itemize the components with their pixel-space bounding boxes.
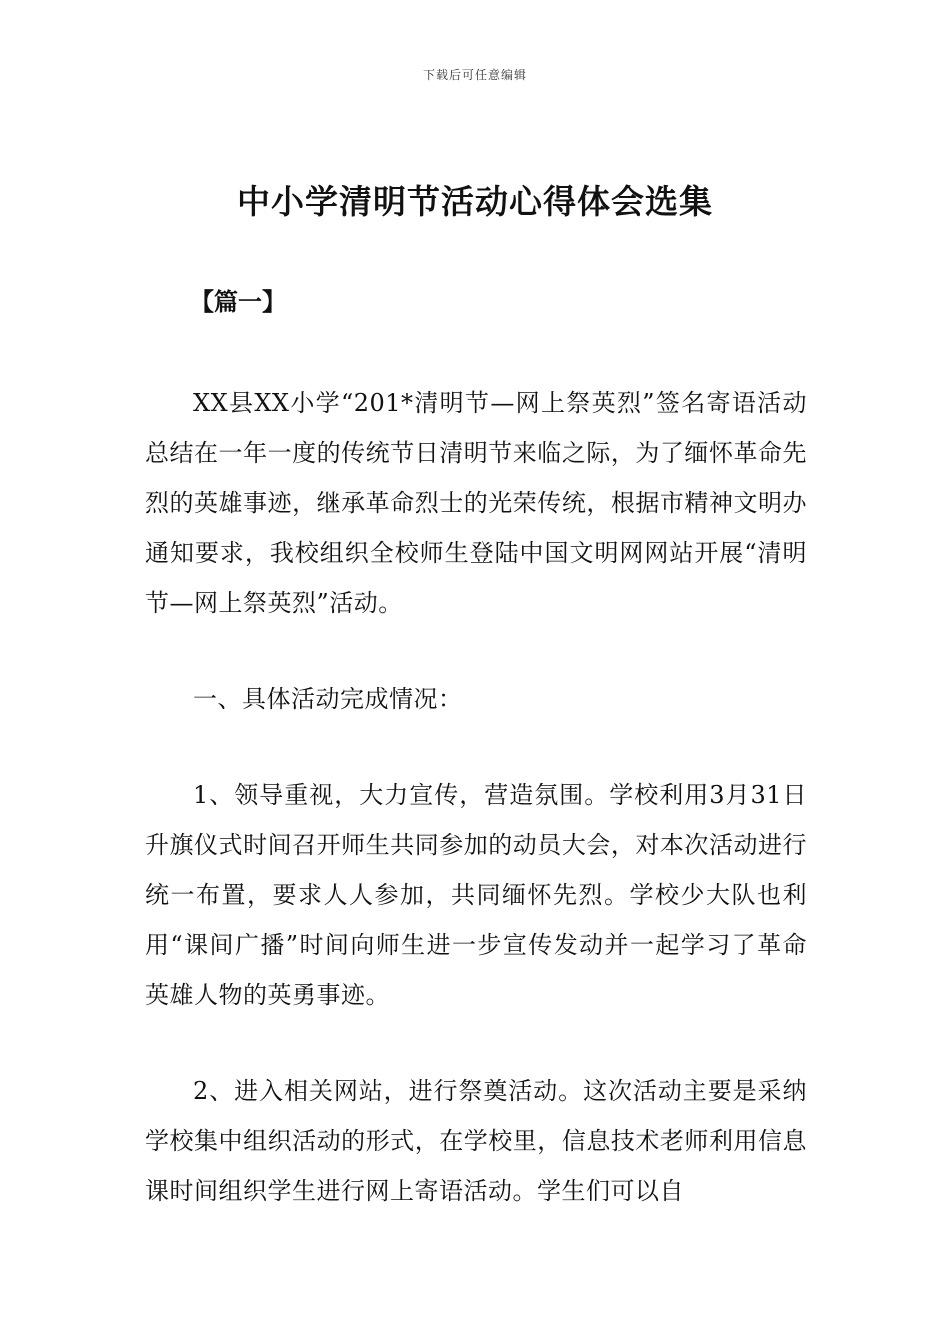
paragraph-item-1: 1、领导重视，大力宣传，营造氛围。学校利用3月31日升旗仪式时间召开师生共同参加的动员大会，对本次活动进行统一布置，要求人人参加，共同缅怀先烈。学校少大队也利用“课间广播”时间向师生进一步宣传发动并一起学习了革命英雄人物的英勇事迹。 (145, 781, 807, 1009)
paragraph-item-2: 2、进入相关网站，进行祭奠活动。这次活动主要是采纳学校集中组织活动的形式，在学校里，信息技术老师利用信息课时间组织学生进行网上寄语活动。学生们可以自 (145, 1077, 807, 1205)
document-body (145, 378, 807, 1262)
paragraph-intro: XX县XX小学“201*清明节—网上祭英烈”签名寄语活动总结在一年一度的传统节日清明节来临之际，为了缅怀革命先烈的英雄事迹，继承革命烈士的光荣传统，根据市精神文明办通知要求，我校组织全校师生登陆中国文明网网站开展“清明节—网上祭英烈”活动。 (145, 389, 807, 617)
header-note: 下载后可任意编辑 (422, 68, 527, 82)
paragraph-heading-activities: 一、具体活动完成情况： (193, 685, 463, 713)
section-label: 【篇一】 (190, 288, 286, 316)
document-title: 中小学清明节活动心得体会选集 (237, 182, 713, 221)
